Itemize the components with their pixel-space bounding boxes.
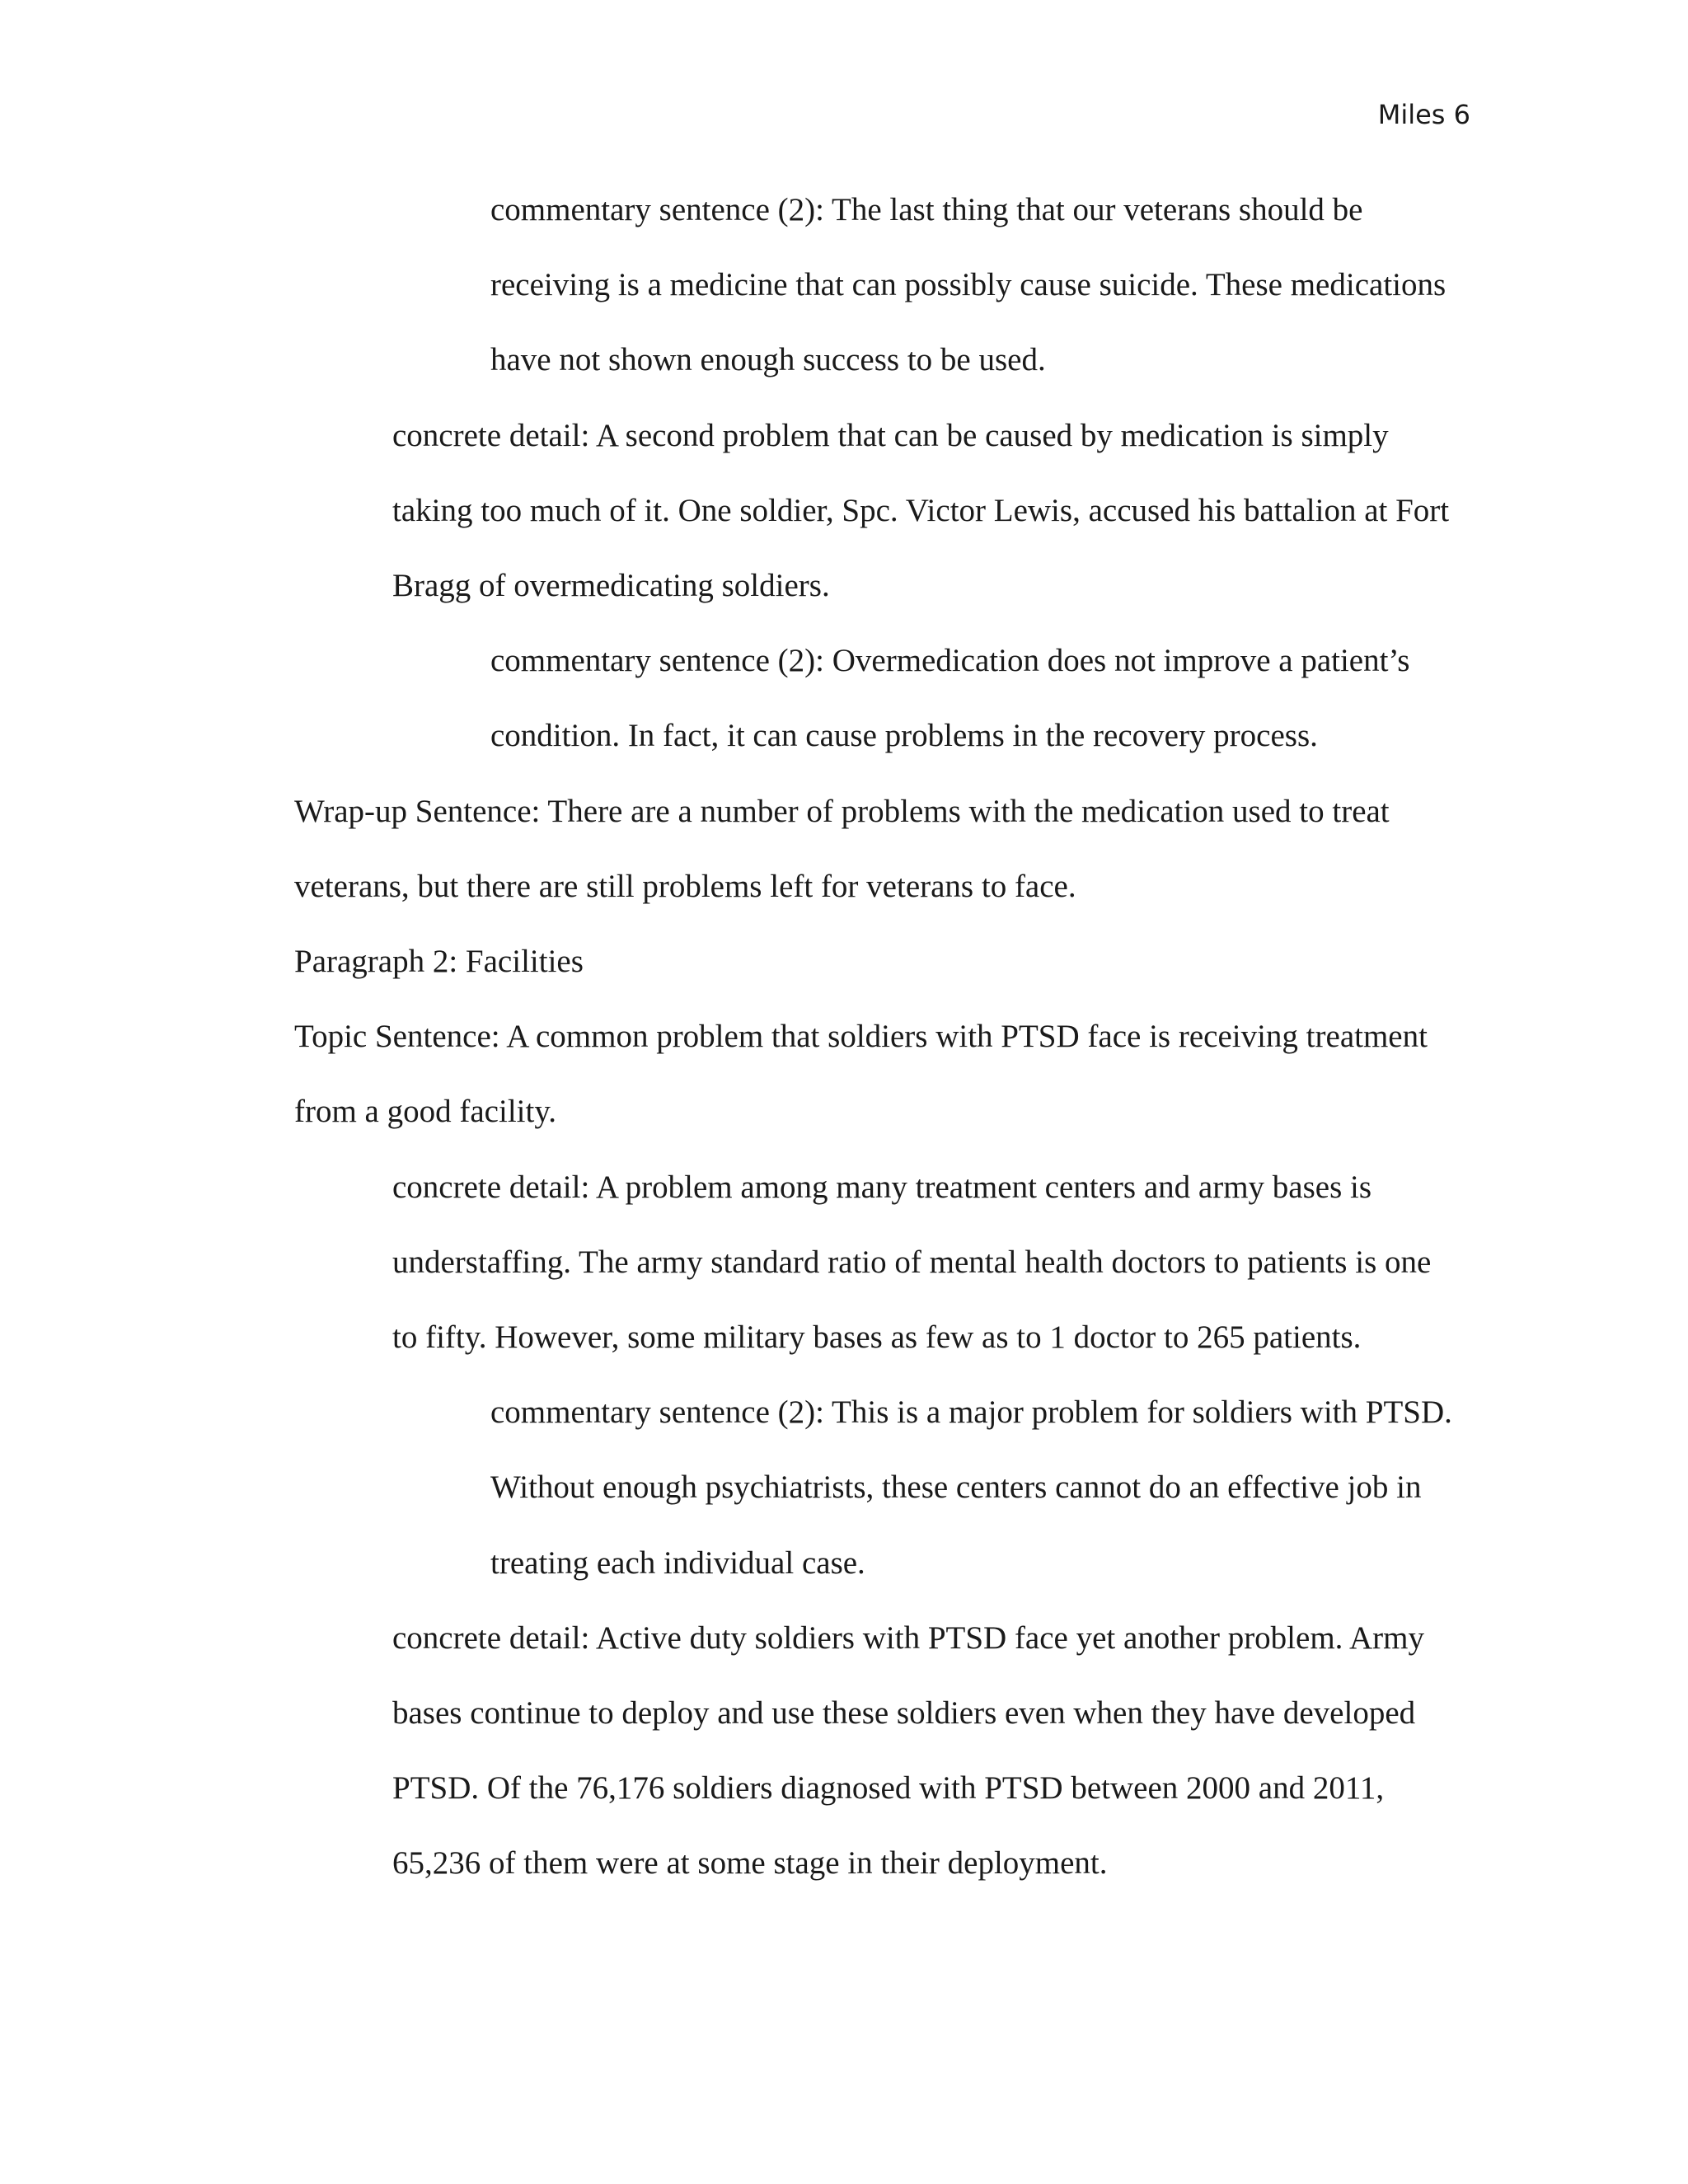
outline-line: 65,236 of them were at some stage in their deployment. — [392, 1845, 1108, 1882]
outline-line: treating each individual case. — [490, 1544, 865, 1581]
outline-line: to fifty. However, some military bases as few as to 1 doctor to 265 patients. — [392, 1319, 1362, 1355]
outline-line: concrete detail: A problem among many treatment centers and army bases is — [392, 1169, 1372, 1205]
outline-line: commentary sentence (2): Overmedication does not improve a patient’s — [490, 643, 1410, 679]
outline-line: condition. In fact, it can cause problems in the recovery process. — [490, 718, 1318, 754]
outline-line: veterans, but there are still problems left for veterans to face. — [294, 868, 1076, 904]
outline-line: receiving is a medicine that can possibly cause suicide. These medications — [490, 267, 1447, 303]
outline-line: commentary sentence (2): This is a major problem for soldiers with PTSD. — [490, 1394, 1452, 1431]
outline-line: commentary sentence (2): The last thing that our veterans should be — [490, 192, 1363, 227]
running-head: Miles 6 — [1377, 99, 1470, 130]
outline-line: Paragraph 2: Facilities — [294, 944, 584, 979]
outline-line: from a good facility. — [294, 1094, 557, 1130]
outline-line: Without enough psychiatrists, these centers cannot do an effective job in — [490, 1469, 1422, 1506]
outline-line: Wrap-up Sentence: There are a number of problems with the medication used to treat — [294, 793, 1390, 829]
outline-line: taking too much of it. One soldier, Spc. Victor Lewis, accused his battalion at Fort — [392, 492, 1450, 528]
outline-line: have not shown enough success to be used. — [490, 342, 1046, 378]
outline-line: concrete detail: A second problem that can be caused by medication is simply — [392, 417, 1389, 453]
outline-line: Bragg of overmedicating soldiers. — [392, 568, 830, 603]
outline-line: bases continue to deploy and use these soldiers even when they have developed — [392, 1695, 1416, 1731]
outline-line: concrete detail: Active duty soldiers with PTSD face yet another problem. Army — [392, 1619, 1424, 1656]
outline-line: Topic Sentence: A common problem that soldiers with PTSD face is receiving treatment — [294, 1019, 1428, 1055]
outline-line: understaffing. The army standard ratio of mental health doctors to patients is one — [392, 1244, 1432, 1280]
outline-line: PTSD. Of the 76,176 soldiers diagnosed with PTSD between 2000 and 2011, — [392, 1770, 1385, 1807]
